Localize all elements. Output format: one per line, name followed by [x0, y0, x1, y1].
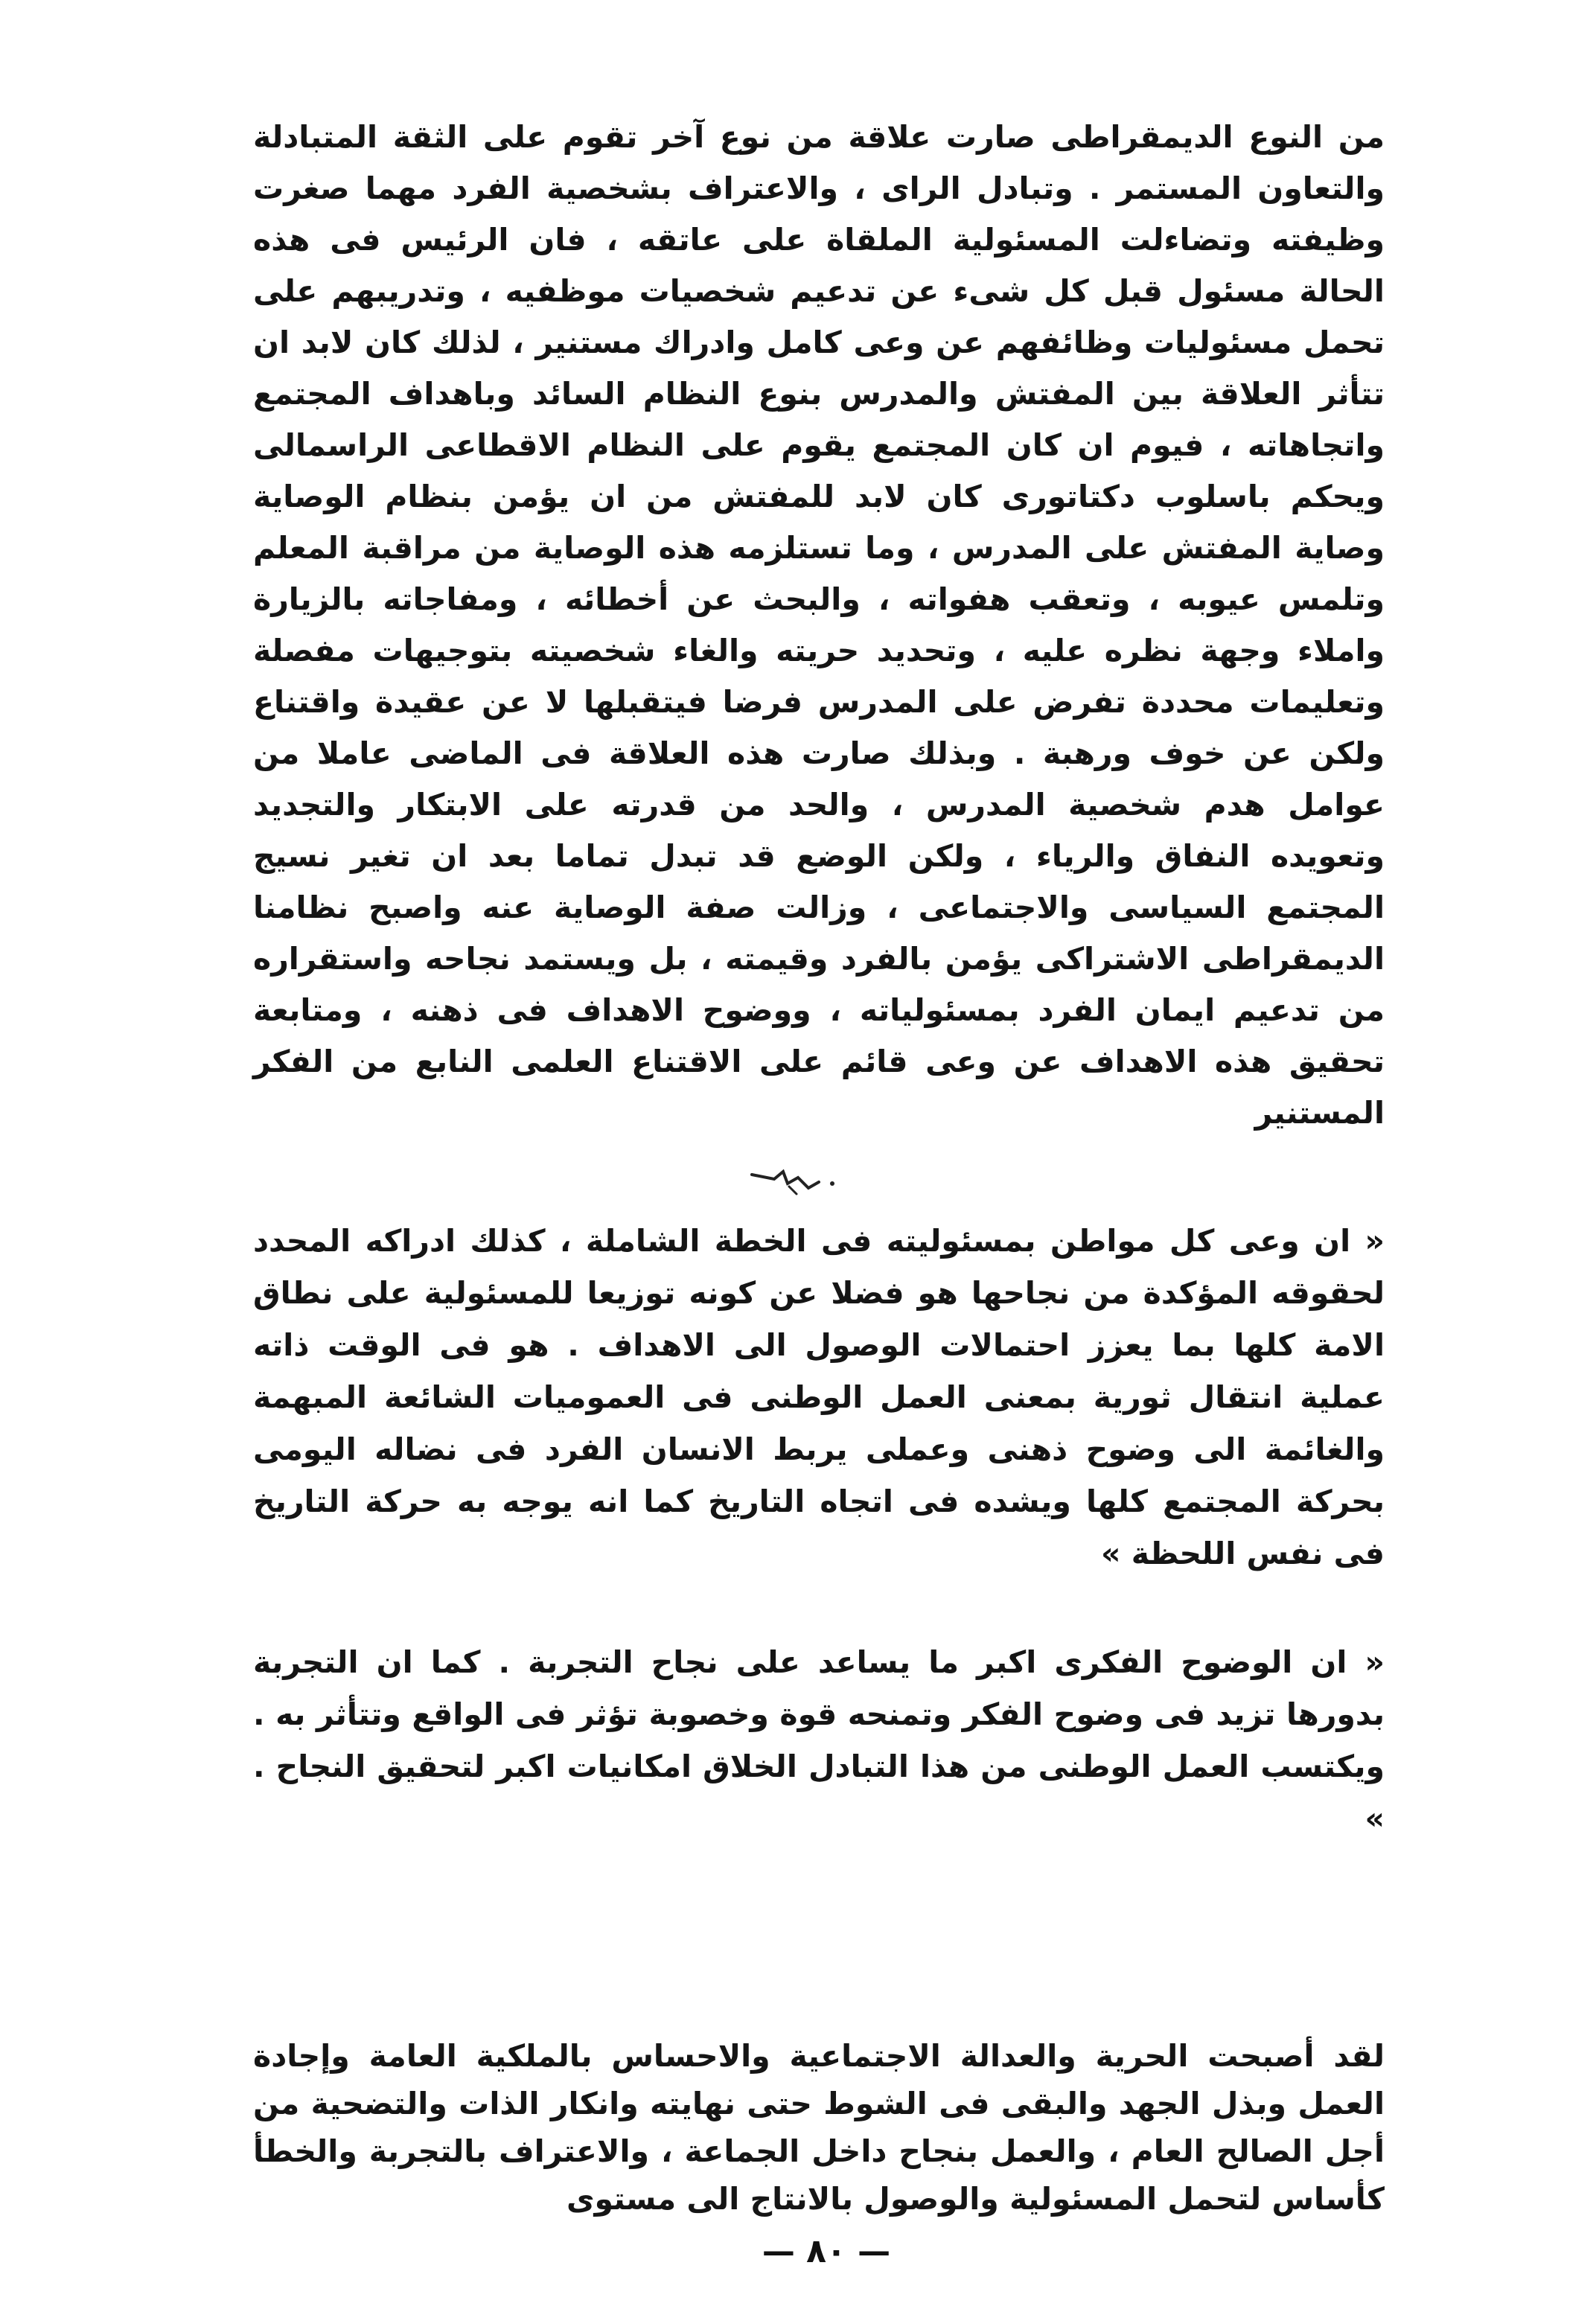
body-paragraph-4 — [253, 2032, 1385, 2223]
paragraph-text: من النوع الديمقراطى صارت علاقة من نوع آخر تقوم على الثقة المتبادلة والتعاون المستمر . وتبادل الراى ، والاعتراف بشخصية الفرد مهما صغرت وظيفته وتضاءلت المسئولية الملقاة على عاتقه ، فان الرئيس فى هذه الحالة مسئول قبل كل شىء عن تدعيم شخصيات موظفيه ، وتدريبهم على تحمل مسئوليات وظائفهم عن وعى كامل وادراك مستنير ، لذلك كان لابد ان تتأثر العلاقة بين المفتش والمدرس بنوع النظام السائد وباهداف المجتمع واتجاهاته ، فيوم ان كان المجتمع يقوم على النظام الاقطاعى الراسمالى ويحكم باسلوب دكتاتورى كان لابد للمفتش من ان يؤمن بنظام الوصاية وصاية المفتش على المدرس ، وما تستلزمه هذه الوصاية من مراقبة المعلم وتلمس عيوبه ، وتعقب هفواته ، والبحث عن أخطائه ، ومفاجاته بالزيارة واملاء وجهة نظره عليه ، وتحديد حريته والغاء شخصيته بتوجيهات مفصلة وتعليمات محددة تفرض على المدرس فرضا فيتقبلها لا عن عقيدة واقتناع ولكن عن خوف ورهبة . وبذلك صارت هذه العلاقة فى الماضى عاملا من عوامل هدم شخصية المدرس ، والحد من قدرته على الابتكار والتجديد وتعويده النفاق والرياء ، ولكن الوضع قد تبدل تماما بعد ان تغير نسيج المجتمع السياسى والاجتماعى ، وزالت صفة الوصاية عنه واصبح نظامنا الديمقراطى الاشتراكى يؤمن بالفرد وقيمته ، بل ويستمد نجاحه واستقراره من تدعيم ايمان الفرد بمسئولياته ، ووضوح الاهداف فى ذهنه ، ومتابعة تحقيق هذه الاهداف عن وعى قائم على الاقتناع العلمى النابع من الفكر المستنير — [253, 119, 1385, 1131]
paragraph-text: لقد أصبحت الحرية والعدالة الاجتماعية والاحساس بالملكية العامة وإجادة العمل وبذل الجهد والبقى فى الشوط حتى نهايته وانكار الذات والتضحية من أجل الصالح العام ، والعمل بنجاح داخل الجماعة ، والاعتراف بالتجربة والخطأ كأساس لتحمل المسئولية والوصول بالانتاج الى مستوى — [253, 2038, 1385, 2217]
page-number: — ٨٠ — — [762, 2232, 891, 2270]
section-separator-mark — [744, 1161, 856, 1198]
body-paragraph-1 — [253, 112, 1385, 1139]
quoted-paragraph-text: « ان وعى كل مواطن بمسئوليته فى الخطة الشاملة ، كذلك ادراكه المحدد لحقوقه المؤكدة من نجاحها هو فضلا عن كونه توزيعا للمسئولية على نطاق الامة كلها بما يعزز احتمالات الوصول الى الاهداف . هو فى الوقت ذاته عملية انتقال ثورية بمعنى العمل الوطنى فى العموميات الشائعة المبهمة والغائمة الى وضوح ذهنى وعملى يربط الانسان الفرد فى نضاله اليومى بحركة المجتمع كلها ويشده فى اتجاه التاريخ كما انه يوجه به حركة التاريخ فى نفس اللحظة » — [253, 1223, 1385, 1571]
body-paragraph-3 — [253, 1636, 1385, 1845]
body-paragraph-2 — [253, 1215, 1385, 1580]
quoted-paragraph-text: « ان الوضوح الفكرى اكبر ما يساعد على نجاح التجربة . كما ان التجربة بدورها تزيد فى وضوح الفكر وتمنحه قوة وخصوبة تؤثر فى الواقع وتتأثر به . ويكتسب العمل الوطنى من هذا التبادل الخلاق امكانيات اكبر لتحقيق النجاح . » — [253, 1644, 1385, 1836]
